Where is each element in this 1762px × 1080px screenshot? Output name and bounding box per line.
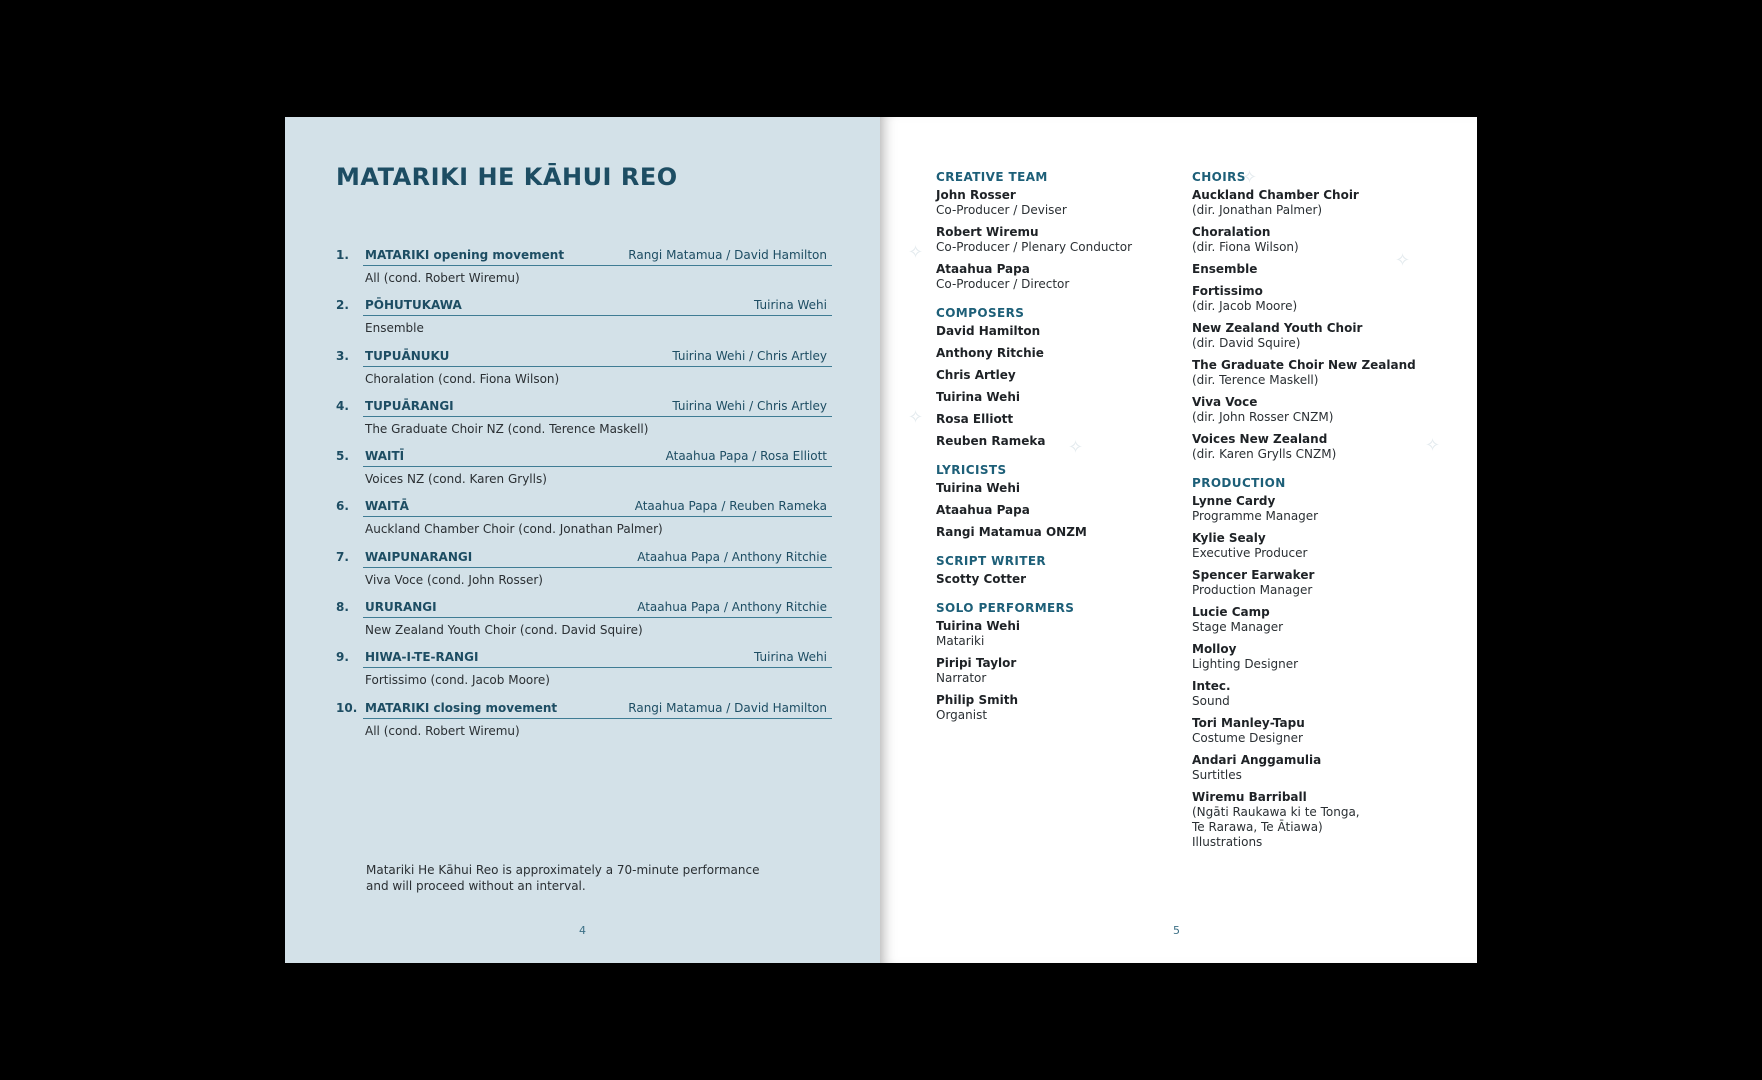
piece-performers: All (cond. Robert Wiremu) <box>365 723 520 738</box>
credit-role: Stage Manager <box>1192 620 1284 634</box>
item-header <box>363 650 832 668</box>
credit-name: David Hamilton <box>936 324 1041 338</box>
piece-title: WAITĪ <box>365 449 405 464</box>
page-right <box>880 117 1477 963</box>
credit-name: Scotty Cotter <box>936 572 1027 586</box>
credit-entry <box>1192 679 1452 709</box>
credit-entry <box>1192 188 1452 218</box>
page-left <box>285 117 880 963</box>
piece-composer: Ataahua Papa / Rosa Elliott <box>665 449 827 464</box>
piece-composer: Rangi Matamua / David Hamilton <box>628 700 827 715</box>
item-number: 6. <box>336 499 349 514</box>
credit-name: Lynne Cardy <box>1192 494 1276 508</box>
piece-performers: Fortissimo (cond. Jacob Moore) <box>365 673 550 688</box>
item-number: 3. <box>336 348 349 363</box>
credit-name: Philip Smith <box>936 693 1018 707</box>
duration-note-line-1: Matariki He Kāhui Reo is approximately a 70-minute performance <box>366 863 760 877</box>
credit-entry <box>936 412 1186 427</box>
item-header <box>363 349 832 367</box>
credit-name: The Graduate Choir New Zealand <box>1192 358 1416 372</box>
credit-entry <box>1192 262 1452 277</box>
credit-name: Ataahua Papa <box>936 262 1030 276</box>
composers-heading: COMPOSERS <box>936 306 1025 320</box>
credit-entry <box>1192 321 1452 351</box>
credit-name: Auckland Chamber Choir <box>1192 188 1359 202</box>
programme-item <box>336 449 881 499</box>
credit-entry <box>936 368 1186 383</box>
credit-role: (dir. Terence Maskell) <box>1192 373 1319 387</box>
credit-role: Co-Producer / Deviser <box>936 203 1067 217</box>
credit-name: Ensemble <box>1192 262 1258 276</box>
item-number: 9. <box>336 650 349 665</box>
credit-role: Surtitles <box>1192 768 1242 782</box>
piece-performers: Choralation (cond. Fiona Wilson) <box>365 371 560 386</box>
lyricists-heading: LYRICISTS <box>936 463 1007 477</box>
credit-name: Wiremu Barriball <box>1192 790 1307 804</box>
credit-entry <box>1192 432 1452 462</box>
credit-entry <box>1192 284 1452 314</box>
credit-name: Piripi Taylor <box>936 656 1017 670</box>
credit-role: Lighting Designer <box>1192 657 1299 671</box>
credit-entry <box>936 619 1186 649</box>
credit-entry <box>936 656 1186 686</box>
credit-entry <box>936 225 1186 255</box>
item-number: 8. <box>336 600 349 615</box>
credit-name: Intec. <box>1192 679 1231 693</box>
item-header <box>363 499 832 517</box>
piece-composer: Rangi Matamua / David Hamilton <box>628 248 827 262</box>
credit-entry <box>1192 531 1452 561</box>
credit-role-line-3: Illustrations <box>1192 835 1263 849</box>
piece-composer: Ataahua Papa / Anthony Ritchie <box>637 549 827 564</box>
credit-role: (dir. John Rosser CNZM) <box>1192 410 1334 424</box>
credit-entry <box>1192 605 1452 635</box>
item-number: 7. <box>336 549 349 564</box>
piece-title: TUPUĀRANGI <box>365 398 454 413</box>
item-header <box>363 298 832 316</box>
sparkle-icon: ✧ <box>1242 167 1258 188</box>
booklet-spread <box>285 117 1477 963</box>
credit-name: Anthony Ritchie <box>936 346 1044 360</box>
credit-entry <box>1192 358 1452 388</box>
credit-name: Fortissimo <box>1192 284 1263 298</box>
piece-title: TUPUĀNUKU <box>365 348 450 363</box>
credit-name: Kylie Sealy <box>1192 531 1266 545</box>
piece-performers: Viva Voce (cond. John Rosser) <box>365 572 543 587</box>
credit-entry <box>1192 494 1452 524</box>
credits-column-right <box>1192 170 1452 857</box>
credit-entry <box>936 693 1186 723</box>
credit-entry <box>1192 568 1452 598</box>
credit-entry <box>936 346 1186 361</box>
credit-role: Executive Producer <box>1192 546 1308 560</box>
credit-entry <box>1192 225 1452 255</box>
item-number: 10. <box>336 700 358 715</box>
piece-title: WAIPUNARANGI <box>365 549 473 564</box>
piece-performers: Auckland Chamber Choir (cond. Jonathan Palmer) <box>365 522 663 537</box>
credit-role: Organist <box>936 708 988 722</box>
credit-name: Robert Wiremu <box>936 225 1039 239</box>
piece-composer: Tuirina Wehi / Chris Artley <box>672 348 827 363</box>
credit-name: Voices New Zealand <box>1192 432 1328 446</box>
credit-entry <box>936 434 1186 449</box>
credit-name: Andari Anggamulia <box>1192 753 1322 767</box>
piece-performers: New Zealand Youth Choir (cond. David Squire) <box>365 623 643 638</box>
piece-title: HIWA-I-TE-RANGI <box>365 650 479 665</box>
credit-name: Rosa Elliott <box>936 412 1014 426</box>
credit-role: Matariki <box>936 634 985 648</box>
credit-entry <box>1192 642 1452 672</box>
credit-name: New Zealand Youth Choir <box>1192 321 1363 335</box>
item-number: 5. <box>336 449 349 464</box>
credit-role-line-2: Te Rarawa, Te Ātiawa) <box>1192 820 1323 834</box>
item-header <box>363 550 832 568</box>
programme-item <box>336 298 881 348</box>
credit-entry <box>1192 716 1452 746</box>
piece-composer: Tuirina Wehi <box>754 650 827 665</box>
programme-list <box>336 248 881 751</box>
credit-name: Tori Manley-Tapu <box>1192 716 1305 730</box>
credit-role-line-1: (Ngāti Raukawa ki te Tonga, <box>1192 805 1360 819</box>
item-number: 4. <box>336 398 349 413</box>
credit-name: Tuirina Wehi <box>936 390 1020 404</box>
credit-entry <box>1192 790 1452 850</box>
item-header <box>363 449 832 467</box>
credit-role: Narrator <box>936 671 987 685</box>
choirs-heading: CHOIRS <box>1192 170 1246 184</box>
credit-name: Choralation <box>1192 225 1271 239</box>
piece-title: WAITĀ <box>365 499 409 514</box>
page-number-left: 4 <box>579 924 586 937</box>
credit-entry <box>936 525 1186 540</box>
credit-name: Reuben Rameka <box>936 434 1046 448</box>
credit-entry <box>936 324 1186 339</box>
sparkle-icon: ✧ <box>1068 437 1084 458</box>
item-header <box>363 701 832 719</box>
credit-role: Co-Producer / Plenary Conductor <box>936 240 1133 254</box>
credit-name: Tuirina Wehi <box>936 619 1020 633</box>
item-header <box>363 600 832 618</box>
programme-item <box>336 349 881 399</box>
credit-role: (dir. Karen Grylls CNZM) <box>1192 447 1337 461</box>
credit-name: Chris Artley <box>936 368 1016 382</box>
credits-column-left <box>936 170 1186 730</box>
piece-performers: The Graduate Choir NZ (cond. Terence Maskell) <box>365 421 649 436</box>
credit-role: (dir. Jonathan Palmer) <box>1192 203 1323 217</box>
programme-item <box>336 600 881 650</box>
programme-item <box>336 550 881 600</box>
credit-name: Lucie Camp <box>1192 605 1270 619</box>
credit-name: John Rosser <box>936 188 1016 202</box>
credit-entry <box>936 390 1186 405</box>
programme-item <box>336 399 881 449</box>
credit-role: (dir. David Squire) <box>1192 336 1301 350</box>
page-number-right: 5 <box>1173 924 1180 937</box>
programme-item <box>336 248 881 298</box>
credit-role: Sound <box>1192 694 1230 708</box>
page-title: MATARIKI HE KĀHUI REO <box>336 163 678 191</box>
production-heading: PRODUCTION <box>1192 476 1286 490</box>
piece-performers: Voices NZ (cond. Karen Grylls) <box>365 472 547 487</box>
sparkle-icon: ✧ <box>908 407 924 428</box>
credit-name: Molloy <box>1192 642 1237 656</box>
programme-item <box>336 701 881 751</box>
credit-entry <box>936 188 1186 218</box>
credit-role: Co-Producer / Director <box>936 277 1070 291</box>
script-writer-heading: SCRIPT WRITER <box>936 554 1047 568</box>
credit-role: Programme Manager <box>1192 509 1319 523</box>
credit-name: Ataahua Papa <box>936 503 1030 517</box>
item-header <box>363 248 832 266</box>
piece-title: MATARIKI opening movement <box>365 248 565 262</box>
piece-performers: All (cond. Robert Wiremu) <box>365 271 520 285</box>
creative-team-heading: CREATIVE TEAM <box>936 170 1048 184</box>
credit-role: Production Manager <box>1192 583 1313 597</box>
programme-item <box>336 650 881 700</box>
credit-name: Tuirina Wehi <box>936 481 1020 495</box>
piece-composer: Tuirina Wehi <box>754 298 827 313</box>
piece-composer: Ataahua Papa / Reuben Rameka <box>634 499 827 514</box>
duration-note-line-2: and will proceed without an interval. <box>366 879 586 893</box>
sparkle-icon: ✧ <box>1395 250 1411 271</box>
sparkle-icon: ✧ <box>908 242 924 263</box>
credit-entry <box>1192 395 1452 425</box>
credit-name: Viva Voce <box>1192 395 1258 409</box>
piece-title: URURANGI <box>365 600 437 615</box>
credit-entry <box>936 503 1186 518</box>
item-number: 1. <box>336 248 349 262</box>
sparkle-icon: ✧ <box>1425 435 1441 456</box>
credit-entry <box>936 481 1186 496</box>
item-header <box>363 399 832 417</box>
duration-note <box>366 862 786 894</box>
solo-performers-heading: SOLO PERFORMERS <box>936 601 1075 615</box>
credit-role: (dir. Fiona Wilson) <box>1192 240 1299 254</box>
piece-title: MATARIKI closing movement <box>365 700 558 715</box>
piece-composer: Tuirina Wehi / Chris Artley <box>672 398 827 413</box>
credit-role: Costume Designer <box>1192 731 1303 745</box>
programme-item <box>336 499 881 549</box>
credit-entry <box>936 572 1186 587</box>
piece-title: PŌHUTUKAWA <box>365 298 462 313</box>
piece-composer: Ataahua Papa / Anthony Ritchie <box>637 600 827 615</box>
credit-name: Rangi Matamua ONZM <box>936 525 1087 539</box>
credit-role: (dir. Jacob Moore) <box>1192 299 1298 313</box>
credit-entry <box>1192 753 1452 783</box>
item-number: 2. <box>336 298 349 313</box>
credit-entry <box>936 262 1186 292</box>
credit-name: Spencer Earwaker <box>1192 568 1315 582</box>
piece-performers: Ensemble <box>365 321 424 336</box>
